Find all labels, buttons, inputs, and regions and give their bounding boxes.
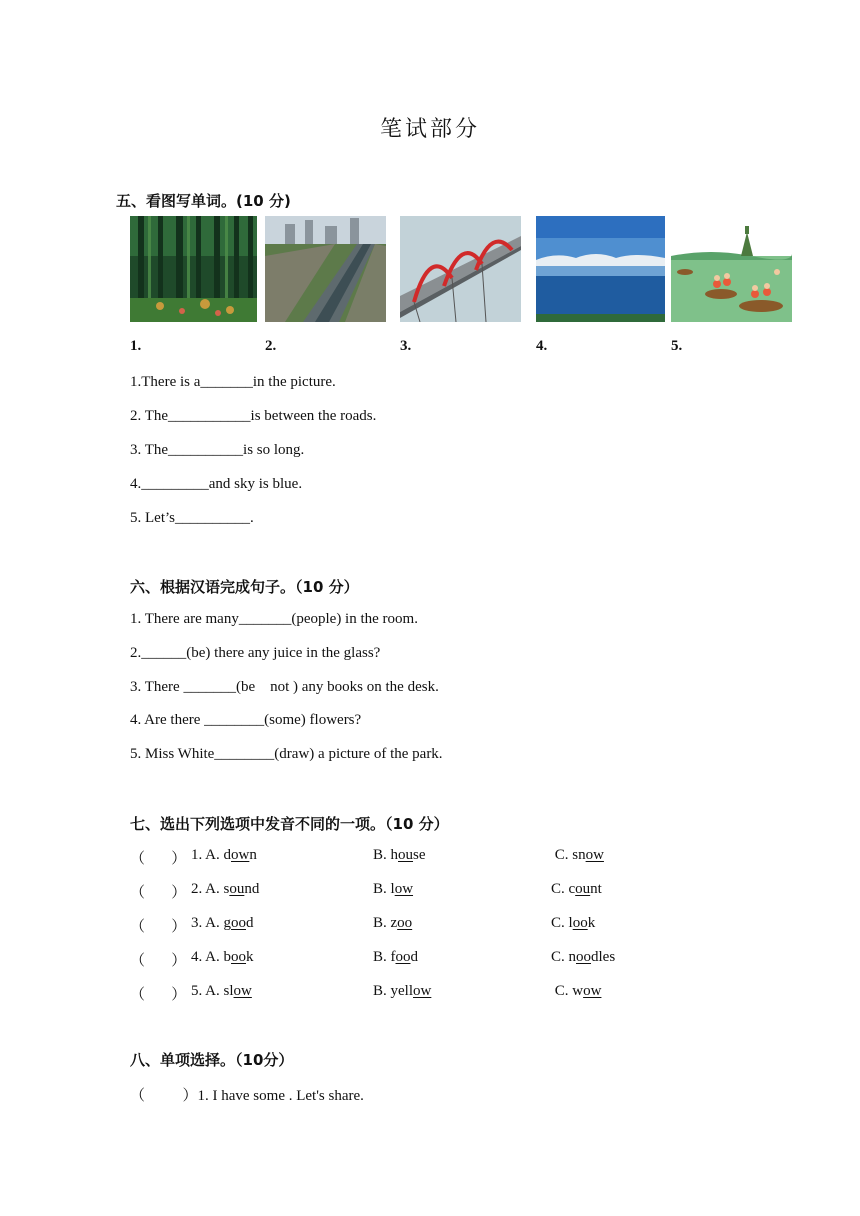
picture-number: 1. — [130, 338, 142, 354]
section-5-heading: 五、看图写单词。(10 分) — [116, 192, 291, 210]
choice-row-paren: （ ） — [130, 987, 187, 1003]
option-a: 5. A. slow — [191, 983, 252, 999]
fill-in-sentence: 5. Miss White________(draw) a picture of the park. — [130, 746, 443, 762]
section-7-heading: 七、选出下列选项中发音不同的一项。（10 分） — [130, 815, 449, 833]
option-c: C. look — [551, 915, 596, 931]
option-c: C. wow — [551, 983, 602, 999]
section-8-heading: 八、单项选择。（10分） — [130, 1051, 294, 1069]
choice-question: （ ）1. I have some . Let's share. — [130, 1088, 364, 1104]
picture-number: 5. — [671, 338, 683, 354]
option-b: B. food — [373, 949, 418, 965]
picture-number: 4. — [536, 338, 548, 354]
picture-number: 2. — [265, 338, 277, 354]
page-title: 笔试部分 — [379, 117, 480, 142]
picture-number: 3. — [400, 338, 412, 354]
option-b: B. yellow — [373, 983, 432, 999]
lake-picture — [536, 216, 665, 322]
option-b: B. zoo — [373, 915, 413, 931]
choice-row-paren: （ ） — [130, 885, 187, 901]
fill-in-sentence: 2. The___________is between the roads. — [130, 408, 377, 424]
option-a: 1. A. down — [191, 847, 257, 863]
fill-in-sentence: 1. There are many_______(people) in the room. — [130, 611, 418, 627]
fill-in-sentence: 5. Let’s__________. — [130, 510, 254, 526]
fill-in-sentence: 3. The__________is so long. — [130, 442, 305, 458]
fill-in-sentence: 2.______(be) there any juice in the glass? — [130, 645, 381, 661]
option-c: C. snow — [551, 847, 604, 863]
bridge-picture — [400, 216, 521, 322]
fill-in-sentence: 1.There is a_______in the picture. — [130, 374, 336, 390]
choice-row-paren: （ ） — [130, 919, 187, 935]
option-a: 3. A. good — [191, 915, 254, 931]
option-a: 4. A. book — [191, 949, 254, 965]
choice-row-paren: （ ） — [130, 953, 187, 969]
river-picture — [265, 216, 386, 322]
option-a: 2. A. sound — [191, 881, 260, 897]
option-c: C. count — [551, 881, 602, 897]
rowing-boat-picture — [671, 216, 792, 322]
choice-row-paren: （ ） — [130, 851, 187, 867]
section-6-heading: 六、根据汉语完成句子。（10 分） — [130, 578, 359, 596]
forest-picture — [130, 216, 257, 322]
option-b: B. house — [373, 847, 426, 863]
option-b: B. low — [373, 881, 414, 897]
option-c: C. noodles — [551, 949, 616, 965]
fill-in-sentence: 4. Are there ________(some) flowers? — [130, 712, 362, 728]
fill-in-sentence: 3. There _______(be not ) any books on the desk. — [130, 679, 439, 695]
fill-in-sentence: 4._________and sky is blue. — [130, 476, 303, 492]
